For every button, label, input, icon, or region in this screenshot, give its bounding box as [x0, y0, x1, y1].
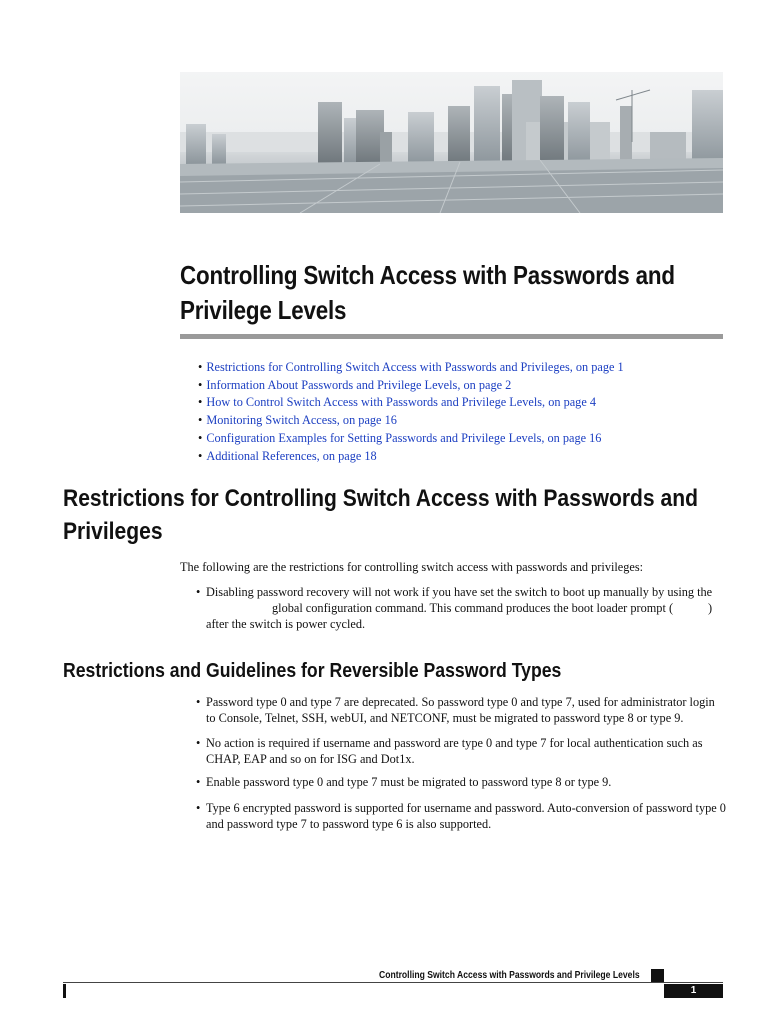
footer-left-mark	[63, 984, 66, 998]
section-heading-restrictions: Restrictions for Controlling Switch Access with Passwords and Privileges	[63, 485, 698, 545]
guideline-bullet	[196, 694, 726, 726]
toc-link[interactable]: Additional References, on page 18	[206, 448, 377, 463]
restriction-bullet	[196, 584, 726, 632]
bullet-text: Type 6 encrypted password is supported for username and password. Auto-conversion of password type 0 and password type 7 to password type 6 is also supported.	[206, 801, 726, 831]
bullet-text: Enable password type 0 and type 7 must be migrated to password type 8 or type 9.	[206, 775, 612, 789]
footer-chapter-title: Controlling Switch Access with Passwords and Privilege Levels	[379, 970, 640, 981]
toc-link[interactable]: Monitoring Switch Access, on page 16	[206, 413, 397, 428]
toc-link[interactable]: How to Control Switch Access with Passwords and Privilege Levels, on page 4	[206, 395, 597, 410]
toc-item[interactable]: • Configuration Examples for Setting Passwords and Privilege Levels, on page 16	[198, 430, 602, 445]
bullet-line: after the switch is power cycled.	[206, 617, 366, 631]
guideline-bullet	[196, 735, 726, 767]
bullet-line	[272, 600, 726, 616]
guideline-bullet	[196, 800, 726, 832]
toc-item[interactable]: • How to Control Switch Access with Passwords and Privilege Levels, on page 4	[198, 395, 597, 410]
guideline-bullet	[196, 774, 726, 790]
toc-item[interactable]: • Monitoring Switch Access, on page 16	[198, 413, 397, 428]
bullet-dot: •	[196, 775, 201, 789]
footer-mark	[651, 969, 664, 982]
page-number: 1	[664, 984, 723, 998]
toc-item[interactable]: • Information About Passwords and Privilege Levels, on page 2	[198, 377, 512, 392]
bullet-dot: •	[196, 695, 201, 709]
bullet-line: Disabling password recovery will not work if you have set the switch to boot up manually by using the	[206, 585, 713, 599]
bullet-line-text: global configuration command. This command produces the boot loader prompt (	[272, 601, 674, 615]
bullet-dot: •	[196, 585, 201, 599]
toc-link[interactable]: Restrictions for Controlling Switch Access with Passwords and Privileges, on page 1	[206, 360, 624, 374]
footer-rule	[63, 982, 723, 983]
bullet-text: No action is required if username and password are type 0 and type 7 for local authentication such as CHAP, EAP and so on for ISG and Dot1x.	[206, 736, 703, 766]
chapter-title: Controlling Switch Access with Passwords and Privilege Levels	[180, 260, 675, 325]
header-banner-image	[180, 72, 723, 213]
title-rule	[180, 334, 723, 339]
chapter-toc	[198, 359, 624, 465]
bullet-text: Password type 0 and type 7 are deprecated. So password type 0 and type 7, used for administrator login to Console, Telnet, SSH, webUI, and NETCONF, must be migrated to password type 8 or type 9.	[206, 695, 715, 725]
toc-link[interactable]: Information About Passwords and Privilege Levels, on page 2	[206, 377, 512, 392]
subsection-heading-reversible-passwords: Restrictions and Guidelines for Reversible Password Types	[63, 659, 562, 682]
bullet-dot: •	[196, 801, 201, 815]
bullet-line-end: )	[708, 601, 713, 615]
toc-link[interactable]: Configuration Examples for Setting Passwords and Privilege Levels, on page 16	[206, 430, 602, 445]
section-intro-paragraph: The following are the restrictions for controlling switch access with passwords and privileges:	[180, 560, 644, 574]
city-skyline-illustration	[180, 72, 723, 213]
toc-item[interactable]: • Additional References, on page 18	[198, 448, 377, 463]
toc-item[interactable]: • Restrictions for Controlling Switch Access with Passwords and Privileges, on page 1	[198, 360, 624, 374]
bullet-dot: •	[196, 736, 201, 750]
